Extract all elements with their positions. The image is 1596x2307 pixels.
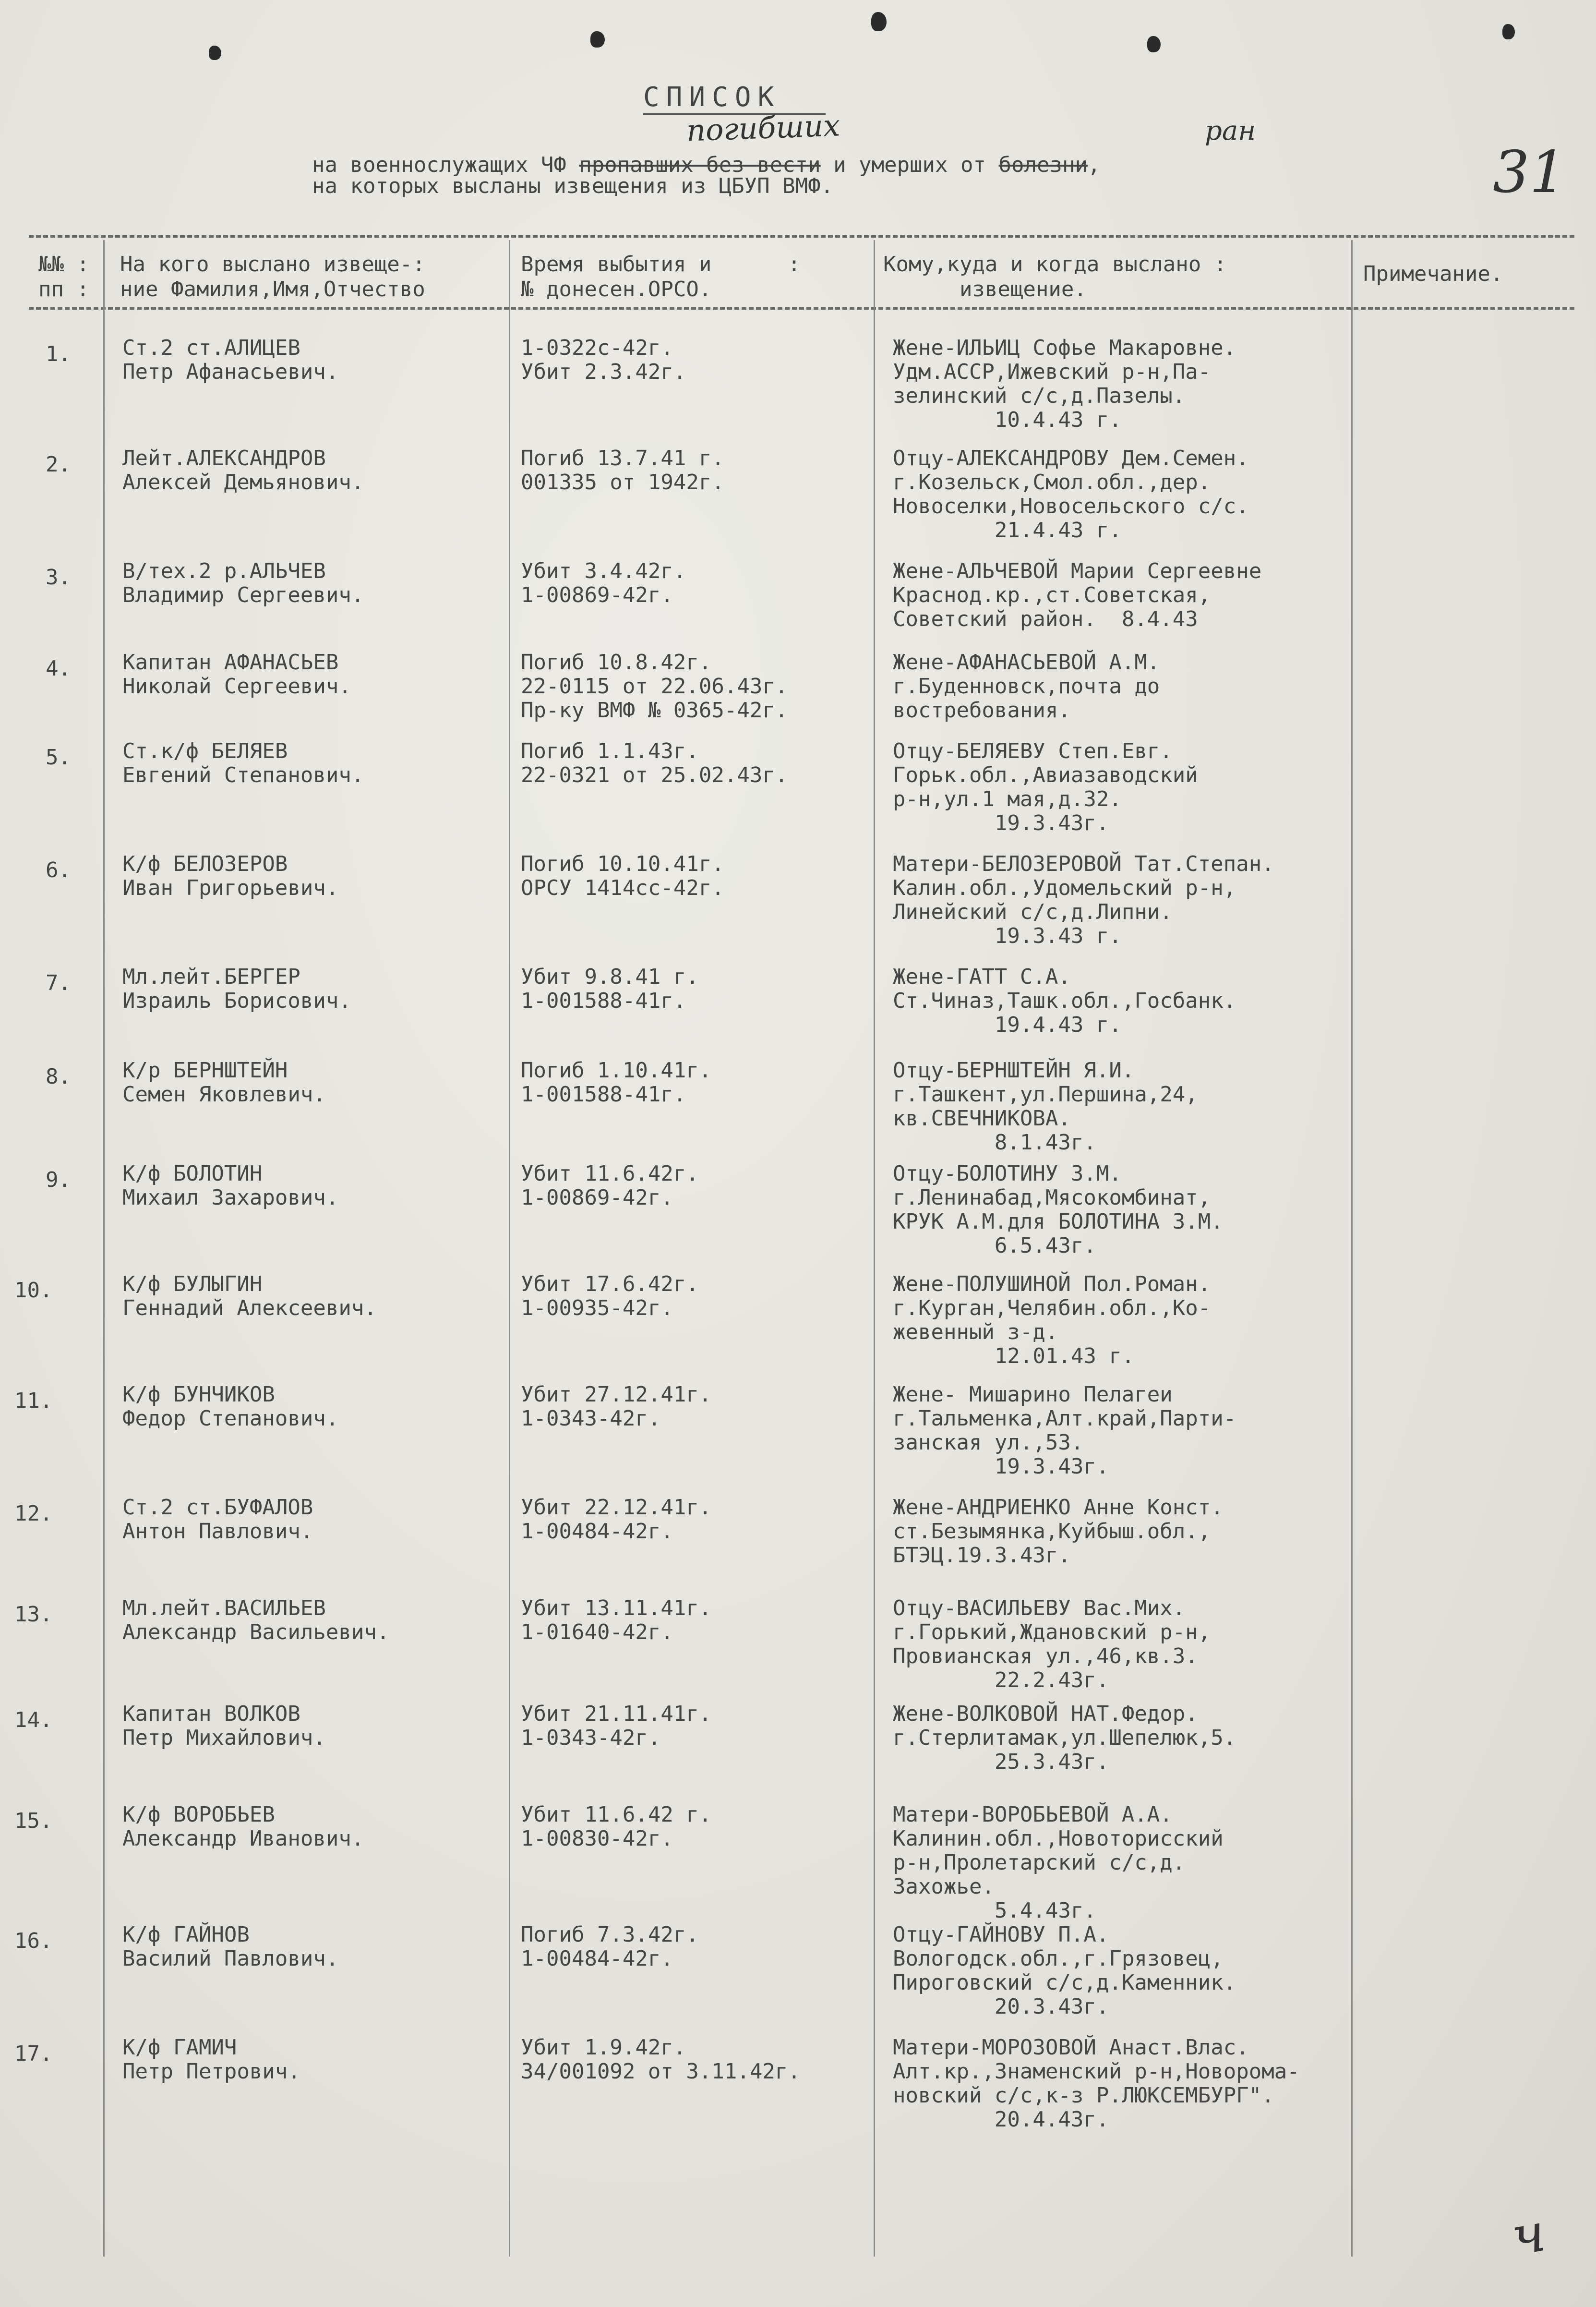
punch-hole <box>590 31 605 48</box>
notification-address-cell <box>893 1496 1224 1568</box>
date-report-cell <box>521 1162 699 1210</box>
cell-line: Николай Сергеевич. <box>122 674 351 699</box>
cell-line: Провианская ул.,46,кв.3. <box>893 1644 1198 1668</box>
notification-address-cell <box>893 1596 1211 1692</box>
cell-line: 22-0115 от 22.06.43г. <box>521 674 788 699</box>
cell-line: Алт.кр.,Знаменский р-н,Новорома- <box>893 2059 1300 2084</box>
cell-line: Удм.АССР,Ижевский р-н,Па- <box>893 360 1211 384</box>
cell-line: 34/001092 от 3.11.42г. <box>521 2059 801 2084</box>
cell-line: Матери-ВОРОБЬЕВОЙ А.А. <box>893 1802 1173 1827</box>
cell-line: Капитан АФАНАСЬЕВ <box>122 650 339 675</box>
notification-address-cell <box>893 1803 1224 1923</box>
punch-hole <box>1502 24 1515 39</box>
cell-line: Евгений Степанович. <box>122 763 364 787</box>
punch-hole <box>1147 36 1161 52</box>
cell-line: Петр Михайлович. <box>122 1726 326 1750</box>
date-report-cell <box>521 1596 711 1644</box>
notification-address-cell <box>893 1059 1198 1155</box>
cell-line: Петр Афанасьевич. <box>122 360 339 384</box>
row-number: 2. <box>46 452 71 477</box>
row-number: 9. <box>46 1168 71 1192</box>
date-report-cell <box>521 1923 699 1971</box>
cell-line: Погиб 13.7.41 г. <box>521 446 724 471</box>
table-top-rule <box>29 235 1574 238</box>
cell-line: Отцу-АЛЕКСАНДРОВУ Дем.Семен. <box>893 446 1249 471</box>
cell-line: 1-001588-41г. <box>521 989 686 1013</box>
cell-line: 8.1.43г. <box>893 1130 1096 1155</box>
cell-line: Линейский с/с,д.Липни. <box>893 900 1173 924</box>
cell-line: 1-0343-42г. <box>521 1406 661 1431</box>
cell-line: занская ул.,53. <box>893 1430 1084 1455</box>
cell-line: Отцу-БОЛОТИНУ З.М. <box>893 1161 1122 1186</box>
cell-line: Убит 27.12.41г. <box>521 1382 712 1407</box>
cell-line: кв.СВЕЧНИКОВА. <box>893 1106 1071 1131</box>
cell-line: К/ф ГАМИЧ <box>122 2035 237 2060</box>
recipient-name-cell <box>122 1162 338 1210</box>
cell-line: Убит 17.6.42г. <box>521 1272 699 1296</box>
cell-line: 25.3.43г. <box>893 1750 1109 1774</box>
cell-line: Иван Григорьевич. <box>122 876 339 900</box>
cell-line: Мл.лейт.БЕРГЕР <box>122 965 300 989</box>
cell-line: 1-0343-42г. <box>521 1726 661 1750</box>
cell-line: 1-00869-42г. <box>521 1185 673 1210</box>
col-header-name: На кого выслано извеще-: ние Фамилия,Имя,Отчество <box>120 252 425 302</box>
subtitle-line-1: на военнослужащих ЧФ пропавших без вести и умерших от болезни, <box>312 153 1101 177</box>
cell-line: Лейт.АЛЕКСАНДРОВ <box>122 446 326 471</box>
cell-line: Александр Иванович. <box>122 1826 364 1851</box>
cell-line: Алексей Демьянович. <box>122 470 364 495</box>
cell-line: 19.3.43г. <box>893 811 1109 835</box>
notification-address-cell <box>893 739 1198 835</box>
cell-line: 10.4.43 г. <box>893 408 1122 432</box>
date-report-cell <box>521 651 788 723</box>
cell-line: Мл.лейт.ВАСИЛЬЕВ <box>122 1596 326 1620</box>
notification-address-cell <box>893 1162 1224 1258</box>
cell-line: В/тех.2 р.АЛЬЧЕВ <box>122 559 326 583</box>
cell-line: Антон Павлович. <box>122 1519 313 1544</box>
cell-line: Убит 13.11.41г. <box>521 1596 712 1620</box>
cell-line: Убит 11.6.42г. <box>521 1161 699 1186</box>
row-number: 8. <box>46 1064 71 1089</box>
cell-line: Владимир Сергеевич. <box>122 583 364 607</box>
date-report-cell <box>521 447 724 495</box>
cell-line: 1-00484-42г. <box>521 1946 673 1971</box>
cell-line: Калин.обл.,Удомельский р-н, <box>893 876 1236 900</box>
cell-line: Убит 3.4.42г. <box>521 559 686 583</box>
cell-line: Советский район. 8.4.43 <box>893 607 1198 631</box>
cell-line: К/ф БУЛЫГИН <box>122 1272 263 1296</box>
date-report-cell <box>521 965 699 1013</box>
cell-line: Отцу-ГАЙНОВУ П.А. <box>893 1922 1109 1947</box>
subtitle-line-2: на которых высланы извещения из ЦБУП ВМФ. <box>312 174 834 198</box>
cell-line: Александр Васильевич. <box>122 1620 390 1644</box>
cell-line: г.Горький,Ждановский р-н, <box>893 1620 1211 1644</box>
cell-line: Жене-АЛЬЧЕВОЙ Марии Сергеевне <box>893 559 1262 583</box>
cell-line: Убит 21.11.41г. <box>521 1702 712 1726</box>
col-header-note: Примечание. <box>1363 262 1503 286</box>
recipient-name-cell <box>122 1702 326 1750</box>
row-number: 7. <box>46 971 71 995</box>
recipient-name-cell <box>122 1383 338 1431</box>
column-divider <box>874 240 875 2257</box>
cell-line: Пироговский с/с,д.Каменник. <box>893 1970 1236 1995</box>
cell-line: К/ф БОЛОТИН <box>122 1161 263 1186</box>
notification-address-cell <box>893 1272 1211 1368</box>
row-number: 16. <box>14 1929 53 1953</box>
cell-line: Ст.2 ст.АЛИЦЕВ <box>122 336 300 360</box>
recipient-name-cell <box>122 852 338 900</box>
cell-line: К/р БЕРНШТЕЙН <box>122 1058 288 1083</box>
cell-line: 1-0322с-42г. <box>521 336 673 360</box>
cell-line: К/ф БЕЛОЗЕРОВ <box>122 852 288 876</box>
cell-line: Отцу-БЕРНШТЕЙН Я.И. <box>893 1058 1135 1083</box>
cell-line: Убит 2.3.42г. <box>521 360 686 384</box>
row-number: 10. <box>14 1278 53 1303</box>
cell-line: К/ф ГАЙНОВ <box>122 1922 250 1947</box>
recipient-name-cell <box>122 336 338 384</box>
cell-line: КРУК А.М.для БОЛОТИНА З.М. <box>893 1209 1224 1234</box>
cell-line: К/ф БУНЧИКОВ <box>122 1382 275 1407</box>
cell-line: Петр Петрович. <box>122 2059 300 2084</box>
cell-line: Геннадий Алексеевич. <box>122 1296 377 1320</box>
cell-line: 20.4.43г. <box>893 2107 1109 2132</box>
notification-address-cell <box>893 651 1160 723</box>
row-number: 17. <box>14 2041 53 2066</box>
cell-line: г.Курган,Челябин.обл.,Ко- <box>893 1296 1211 1320</box>
col-header-date: Время выбытия и : № донесен.ОРСО. <box>521 252 801 302</box>
date-report-cell <box>521 1496 711 1544</box>
cell-line: Израиль Борисович. <box>122 989 351 1013</box>
recipient-name-cell <box>122 1803 364 1851</box>
cell-line: Захожье. <box>893 1874 995 1899</box>
date-report-cell <box>521 852 724 900</box>
recipient-name-cell <box>122 447 364 495</box>
recipient-name-cell <box>122 1272 377 1320</box>
cell-line: Жене- Мишарино Пелагеи <box>893 1382 1173 1407</box>
cell-line: Погиб 10.8.42г. <box>521 650 712 675</box>
cell-line: г.Ташкент,ул.Першина,24, <box>893 1082 1198 1107</box>
cell-line: Вологодск.обл.,г.Грязовец, <box>893 1946 1224 1971</box>
row-number: 13. <box>14 1602 53 1627</box>
handwritten-word-insert: ран <box>1205 115 1256 146</box>
cell-line: жевенный з-д. <box>893 1320 1058 1344</box>
recipient-name-cell <box>122 965 351 1013</box>
cell-line: 19.3.43г. <box>893 1454 1109 1479</box>
cell-line: К/ф ВОРОБЬЕВ <box>122 1802 275 1827</box>
recipient-name-cell <box>122 1059 326 1107</box>
punch-hole <box>871 12 887 31</box>
cell-line: Ст.Чиназ,Ташк.обл.,Госбанк. <box>893 989 1236 1013</box>
cell-line: 1-01640-42г. <box>521 1620 673 1644</box>
row-number: 15. <box>14 1809 53 1833</box>
row-number: 11. <box>14 1389 53 1413</box>
cell-line: БТЭЦ.19.3.43г. <box>893 1543 1071 1568</box>
cell-line: 1-00484-42г. <box>521 1519 673 1544</box>
date-report-cell <box>521 1702 711 1750</box>
row-number: 4. <box>46 656 71 681</box>
cell-line: 19.3.43 г. <box>893 924 1122 948</box>
cell-line: Матери-БЕЛОЗЕРОВОЙ Тат.Степан. <box>893 852 1274 876</box>
date-report-cell <box>521 2036 801 2084</box>
notification-address-cell <box>893 965 1236 1037</box>
cell-line: Убит 1.9.42г. <box>521 2035 686 2060</box>
notification-address-cell <box>893 2036 1300 2132</box>
cell-line: зелинский с/с,д.Пазелы. <box>893 384 1186 408</box>
cell-line: Жене-ГАТТ С.А. <box>893 965 1071 989</box>
date-report-cell <box>521 336 686 384</box>
notification-address-cell <box>893 1923 1236 2019</box>
cell-line: г.Буденновск,почта до <box>893 674 1160 699</box>
cell-line: 5.4.43г. <box>893 1898 1096 1923</box>
cell-line: 1-00869-42г. <box>521 583 673 607</box>
col-header-recipient: Кому,куда и когда выслано : извещение. <box>883 252 1227 302</box>
cell-line: р-н,ул.1 мая,д.32. <box>893 787 1122 811</box>
notification-address-cell <box>893 336 1236 432</box>
cell-line: новский с/с,к-з Р.ЛЮКСЕМБУРГ". <box>893 2083 1274 2108</box>
recipient-name-cell <box>122 1923 338 1971</box>
cell-line: Жене-АНДРИЕНКО Анне Конст. <box>893 1495 1224 1520</box>
cell-line: г.Козельск,Смол.обл.,дер. <box>893 470 1211 495</box>
cell-line: 6.5.43г. <box>893 1233 1096 1258</box>
date-report-cell <box>521 1803 711 1851</box>
cell-line: ст.Безымянка,Куйбыш.обл., <box>893 1519 1211 1544</box>
cell-line: 1-00935-42г. <box>521 1296 673 1320</box>
row-number: 12. <box>14 1501 53 1526</box>
column-divider <box>103 240 105 2257</box>
notification-address-cell <box>893 1383 1236 1479</box>
table-header-rule <box>29 307 1574 310</box>
cell-line: г.Тальменка,Алт.край,Парти- <box>893 1406 1236 1431</box>
cell-line: 12.01.43 г. <box>893 1344 1135 1368</box>
cell-line: Убит 22.12.41г. <box>521 1495 712 1520</box>
cell-line: Михаил Захарович. <box>122 1185 339 1210</box>
cell-line: Отцу-ВАСИЛЬЕВУ Вас.Мих. <box>893 1596 1186 1620</box>
sheet-number: 31 <box>1493 139 1566 206</box>
row-number: 14. <box>14 1708 53 1732</box>
notification-address-cell <box>893 447 1249 543</box>
cell-line: Капитан ВОЛКОВ <box>122 1702 300 1726</box>
cell-line: Убит 11.6.42 г. <box>521 1802 712 1827</box>
cell-line: Матери-МОРОЗОВОЙ Анаст.Влас. <box>893 2035 1249 2060</box>
cell-line: Новоселки,Новосельского с/с. <box>893 494 1249 519</box>
row-number: 3. <box>46 565 71 590</box>
row-number: 6. <box>46 858 71 882</box>
cell-line: Отцу-БЕЛЯЕВУ Степ.Евг. <box>893 739 1173 763</box>
column-divider <box>509 240 510 2257</box>
row-number: 5. <box>46 745 71 770</box>
recipient-name-cell <box>122 1596 389 1644</box>
cell-line: Семен Яковлевич. <box>122 1082 326 1107</box>
cell-line: 22.2.43г. <box>893 1668 1109 1692</box>
cell-line: Жене-ВОЛКОВОЙ НАТ.Федор. <box>893 1702 1198 1726</box>
cell-line: Погиб 10.10.41г. <box>521 852 724 876</box>
date-report-cell <box>521 1272 699 1320</box>
cell-line: Федор Степанович. <box>122 1406 339 1431</box>
cell-line: 22-0321 от 25.02.43г. <box>521 763 788 787</box>
cell-line: 1-00830-42г. <box>521 1826 673 1851</box>
notification-address-cell <box>893 1702 1236 1774</box>
cell-line: ОРСУ 1414сс-42г. <box>521 876 724 900</box>
cell-line: Ст.к/ф БЕЛЯЕВ <box>122 739 288 763</box>
cell-line: Жене-ПОЛУШИНОЙ Пол.Роман. <box>893 1272 1211 1296</box>
document-title: СПИСОК <box>643 82 781 113</box>
cell-line: Жене-АФАНАСЬЕВОЙ А.М. <box>893 650 1160 675</box>
cell-line: 001335 от 1942г. <box>521 470 724 495</box>
handwritten-title-insert: погибших <box>685 108 841 148</box>
date-report-cell <box>521 1059 711 1107</box>
handwritten-mark: ч <box>1507 2201 1550 2268</box>
cell-line: 1-001588-41г. <box>521 1082 686 1107</box>
cell-line: Горьк.обл.,Авиазаводский <box>893 763 1198 787</box>
recipient-name-cell <box>122 1496 313 1544</box>
cell-line: востребования. <box>893 698 1071 723</box>
notification-address-cell <box>893 559 1261 631</box>
cell-line: Погиб 1.1.43г. <box>521 739 699 763</box>
cell-line: Василий Павлович. <box>122 1946 339 1971</box>
recipient-name-cell <box>122 559 364 607</box>
row-number: 1. <box>46 342 71 366</box>
cell-line: Пр-ку ВМФ № 0365-42г. <box>521 698 788 723</box>
recipient-name-cell <box>122 2036 300 2084</box>
recipient-name-cell <box>122 651 351 699</box>
cell-line: Краснод.кр.,ст.Советская, <box>893 583 1211 607</box>
cell-line: Убит 9.8.41 г. <box>521 965 699 989</box>
cell-line: Жене-ИЛЬИЦ Софье Макаровне. <box>893 336 1236 360</box>
col-header-number: №№ : пп : <box>38 252 89 302</box>
cell-line: Ст.2 ст.БУФАЛОВ <box>122 1495 313 1520</box>
column-divider <box>1351 240 1353 2257</box>
cell-line: 19.4.43 г. <box>893 1013 1122 1037</box>
punch-hole <box>209 46 221 60</box>
cell-line: г.Ленинабад,Мясокомбинат, <box>893 1185 1211 1210</box>
recipient-name-cell <box>122 739 364 787</box>
cell-line: 20.3.43г. <box>893 1994 1109 2019</box>
notification-address-cell <box>893 852 1274 948</box>
cell-line: Погиб 7.3.42г. <box>521 1922 699 1947</box>
cell-line: Погиб 1.10.41г. <box>521 1058 712 1083</box>
date-report-cell <box>521 559 686 607</box>
date-report-cell <box>521 1383 711 1431</box>
date-report-cell <box>521 739 788 787</box>
cell-line: г.Стерлитамак,ул.Шепелюк,5. <box>893 1726 1236 1750</box>
cell-line: 21.4.43 г. <box>893 518 1122 543</box>
cell-line: р-н,Пролетарский с/с,д. <box>893 1850 1186 1875</box>
cell-line: Калинин.обл.,Новоторисский <box>893 1826 1224 1851</box>
